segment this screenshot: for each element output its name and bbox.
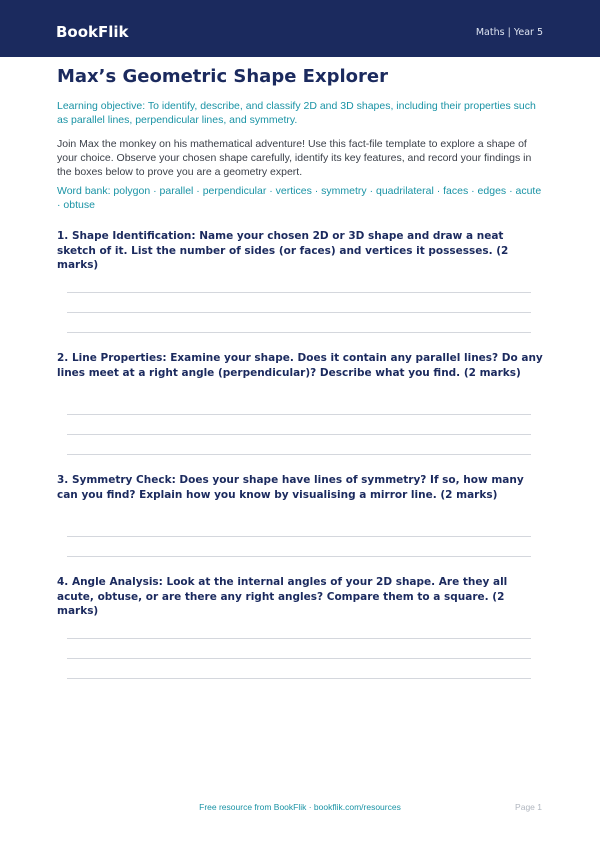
answer-line[interactable] (67, 678, 531, 679)
intro-paragraph: Join Max the monkey on his mathematical adventure! Use this fact-file template to explore a shape of your choice. Observe your chosen shape carefully, identify its key features, and record your findings in the boxes below to prove you are a geometry expert. (57, 138, 532, 178)
learning-objective: Learning objective: To identify, describe, and classify 2D and 3D shapes, including their properties such as parallel lines, perpendicular lines, and symmetry. (57, 100, 536, 126)
question-2: 2. Line Properties: Examine your shape. Does it contain any parallel lines? Do any lines meet at a right angle (perpendicular)? Describe what you find. (2 marks) (57, 352, 543, 379)
question-4: 4. Angle Analysis: Look at the internal angles of your 2D shape. Are they all acute, obtuse, or are there any right angles? Compare them to a square. (2 marks) (57, 576, 508, 617)
answer-line[interactable] (67, 292, 531, 293)
page-header (0, 0, 600, 57)
page-footer (0, 801, 600, 815)
brand-logo: BookFlik (56, 23, 129, 41)
page-number: Page 1 (515, 802, 542, 812)
question-3: 3. Symmetry Check: Does your shape have lines of symmetry? If so, how many can you find? Explain how you know by visualising a mirror line. (2 marks) (57, 474, 524, 501)
answer-line[interactable] (67, 638, 531, 639)
word-bank: Word bank: polygon · parallel · perpendicular · vertices · symmetry · quadrilateral · faces · edges · acute · obtuse (57, 185, 542, 211)
answer-line[interactable] (67, 536, 531, 537)
answer-line[interactable] (67, 332, 531, 333)
question-1: 1. Shape Identification: Name your chosen 2D or 3D shape and draw a neat sketch of it. List the number of sides (or faces) and vertices it possesses. (2 marks) (57, 230, 509, 271)
answer-line[interactable] (67, 454, 531, 455)
answer-line[interactable] (67, 556, 531, 557)
answer-line[interactable] (67, 434, 531, 435)
answer-line[interactable] (67, 414, 531, 415)
answer-line[interactable] (67, 658, 531, 659)
footer-link-text[interactable]: Free resource from BookFlik · bookflik.com/resources (199, 802, 401, 812)
answer-line[interactable] (67, 312, 531, 313)
subject-year-label: Maths | Year 5 (475, 27, 543, 38)
page-title: Max’s Geometric Shape Explorer (57, 66, 388, 87)
